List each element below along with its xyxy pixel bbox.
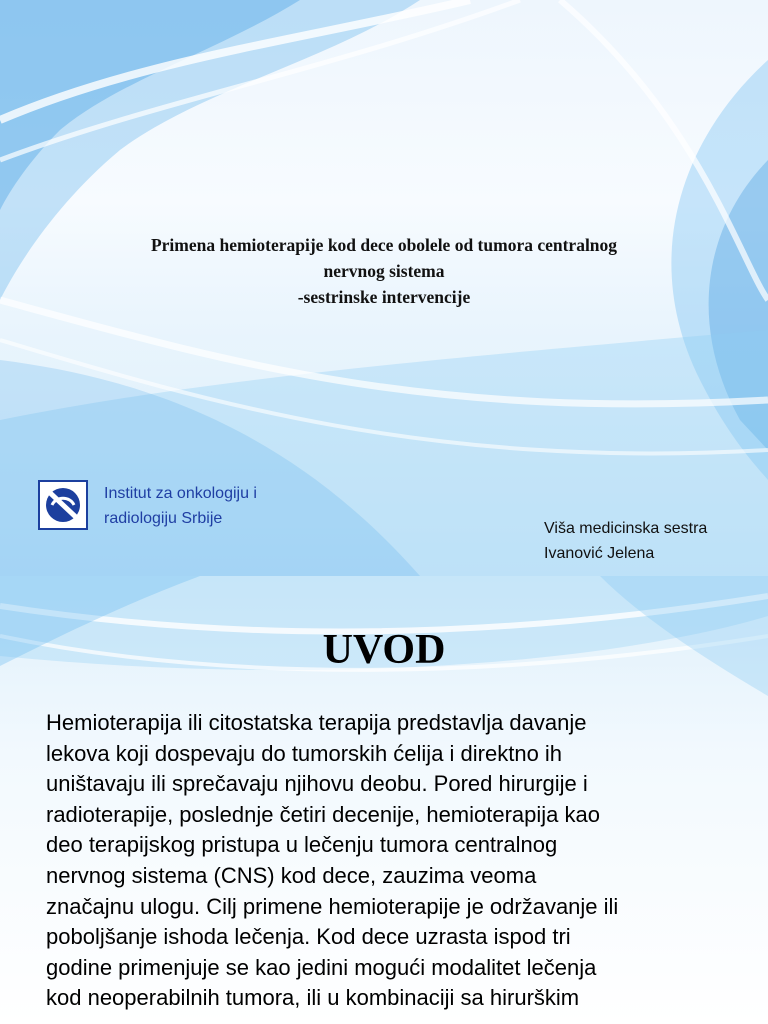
body-line: radioterapije, poslednje četiri decenije, hemioterapija kao <box>46 801 600 827</box>
intro-slide <box>0 576 768 1024</box>
title-line: nervnog sistema <box>323 261 445 281</box>
body-line: lekova koji dospevaju do tumorskih ćelija i direktno ih <box>46 740 563 766</box>
body-text <box>46 708 746 1014</box>
body-line: Hemioterapija ili citostatska terapija predstavlja davanje <box>46 710 587 735</box>
institution-name <box>104 481 257 531</box>
title-line: Primena hemioterapije kod dece obolele od tumora centralnog <box>150 235 618 255</box>
author-name: Ivanović Jelena <box>544 545 655 562</box>
body-line: poboljšanje ishoda lečenja. Kod dece uzrasta ispod tri <box>46 924 571 950</box>
body-line: godine primenjuje se kao jedini mogući modalitet lečenja <box>46 954 597 980</box>
body-line: uništavaju ili sprečavaju njihovu deobu. Pored hirurgije i <box>46 771 588 797</box>
institute-logo-icon <box>38 480 88 530</box>
body-line: deo terapijskog pristupa u lečenju tumora centralnog <box>46 832 558 858</box>
author-block <box>544 516 707 566</box>
author-title: Viša medicinska sestra <box>544 520 708 537</box>
title-line: -sestrinske intervencije <box>297 287 471 307</box>
body-line: kod neoperabilnih tumora, ili u kombinaciji sa hirurškim <box>46 985 580 1011</box>
body-line: značajnu ulogu. Cilj primene hemioterapije je održavanje ili <box>46 893 619 919</box>
slide-heading: UVOD <box>322 627 446 673</box>
body-line: nervnog sistema (CNS) kod dece, zauzima veoma <box>46 862 537 888</box>
institution-line: radiologiju Srbije <box>104 510 223 527</box>
slide-title <box>40 232 728 310</box>
institution-line: Institut za onkologiju i <box>104 485 257 502</box>
